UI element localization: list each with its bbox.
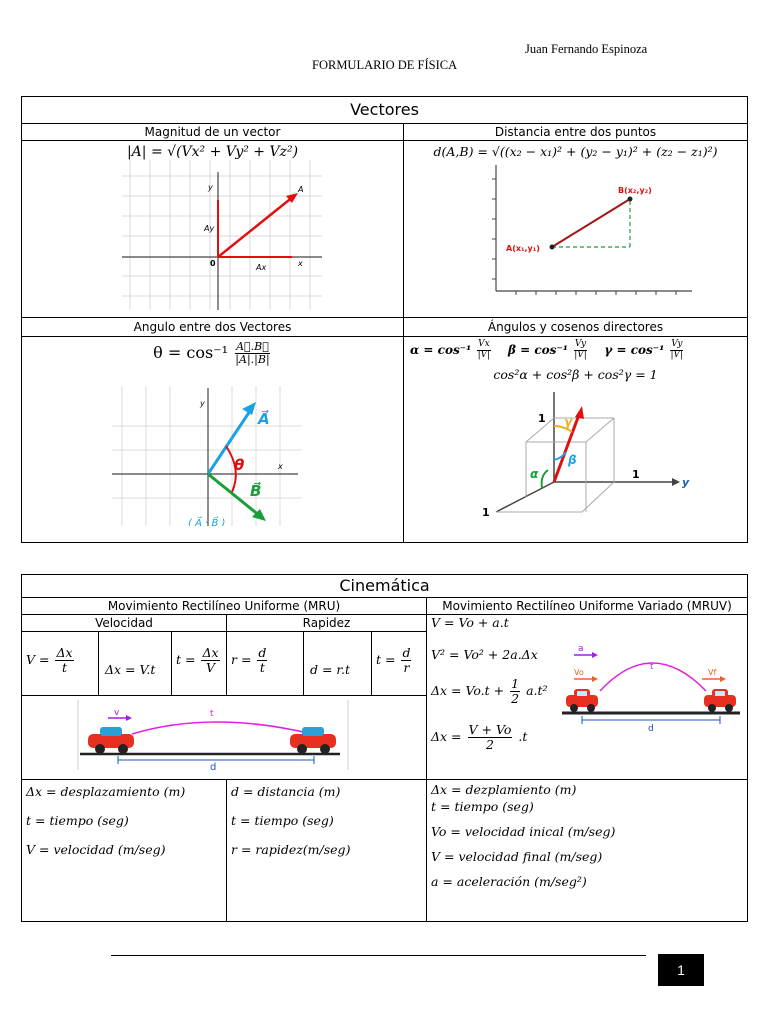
vector-a bbox=[218, 196, 294, 257]
gamma-num: Vy bbox=[671, 339, 683, 349]
def-dezplamiento: Δx = dezplamiento (m) bbox=[431, 782, 577, 797]
mru-f4 bbox=[231, 646, 303, 675]
label-point-b: B(x₂,y₂) bbox=[618, 186, 652, 195]
author-name: Juan Fernando Espinoza bbox=[525, 42, 648, 56]
mruv-defs-list bbox=[427, 782, 747, 889]
mru-f6-cell bbox=[372, 632, 427, 696]
rapidez-heading: Rapidez bbox=[227, 615, 427, 632]
label-d: d bbox=[210, 762, 217, 773]
label-vf: Vf bbox=[708, 668, 717, 677]
magnitud-diagram bbox=[22, 160, 402, 310]
mru-heading: Movimiento Rectilíneo Uniforme (MRU) bbox=[22, 598, 427, 615]
beta-den: |V| bbox=[574, 349, 587, 360]
label-vector-b: B⃗ bbox=[250, 482, 262, 501]
mru-f3 bbox=[176, 646, 226, 675]
mruv-f4-num: V + Vo bbox=[468, 722, 512, 737]
label-y: y bbox=[208, 183, 213, 192]
mruv-f3 bbox=[431, 677, 548, 706]
label-y-one: 1 bbox=[632, 467, 640, 481]
y-axis-head bbox=[672, 478, 680, 486]
vectores-title: Vectores bbox=[22, 97, 748, 124]
mru-f3-fraction bbox=[201, 646, 219, 675]
angulo-lhs: θ = cos⁻¹ bbox=[153, 343, 229, 363]
mru-time-arc bbox=[132, 722, 312, 734]
car-end bbox=[704, 689, 736, 712]
document-title: FORMULARIO DE FÍSICA bbox=[312, 58, 458, 72]
label-y: y bbox=[200, 399, 205, 409]
mru-f1-num: Δx bbox=[56, 645, 73, 660]
def-velocidad-final: V = velocidad final (m/seg) bbox=[431, 849, 603, 864]
angulo-cell bbox=[22, 337, 404, 543]
mru-f4-den: t bbox=[259, 659, 265, 675]
mru-f4-fraction bbox=[257, 646, 267, 675]
def-desplazamiento: Δx = desplazamiento (m) bbox=[26, 784, 186, 799]
def-tiempo: t = tiempo (seg) bbox=[26, 813, 129, 828]
label-a: A bbox=[298, 185, 304, 194]
mruv-f4-fraction bbox=[468, 723, 513, 752]
label-vo: Vo bbox=[574, 668, 584, 677]
mru-diagram bbox=[22, 696, 426, 774]
label-t: t bbox=[210, 709, 214, 719]
magnitud-cell bbox=[22, 141, 404, 318]
angulo-heading: Angulo entre dos Vectores bbox=[22, 318, 404, 337]
mruv-f4-rhs: .t bbox=[518, 728, 528, 744]
label-x: x bbox=[298, 259, 303, 268]
footer-rule bbox=[111, 955, 646, 956]
cinematica-title: Cinemática bbox=[22, 575, 748, 598]
gamma-den: |V| bbox=[670, 349, 684, 360]
label-vector-a: A⃗ bbox=[258, 410, 270, 429]
mru-f4-num: d bbox=[258, 645, 267, 660]
mru-f6-num: d bbox=[402, 645, 411, 660]
magnitud-heading: Magnitud de un vector bbox=[22, 124, 404, 141]
mru-f1-den: t bbox=[61, 659, 68, 675]
mru-f6-fraction bbox=[401, 646, 411, 675]
mru-defs-list-1 bbox=[22, 784, 226, 857]
mru-f3-cell bbox=[172, 632, 227, 696]
x-axis bbox=[496, 482, 554, 512]
def-rapidez: r = rapidez(m/seg) bbox=[231, 842, 351, 857]
mruv-f3-lhs: Δx = Vo.t + bbox=[431, 682, 505, 698]
mru-defs-velocidad bbox=[22, 780, 227, 922]
vo-arrow-head bbox=[592, 676, 598, 682]
label-ax: Ax bbox=[256, 263, 267, 272]
angulo-diagram bbox=[22, 366, 402, 526]
mru-f5-cell bbox=[304, 632, 372, 696]
label-y-axis: y bbox=[682, 475, 690, 489]
mruv-f3-fraction bbox=[510, 677, 520, 706]
angulo-numerator: A⃗.B⃗ bbox=[236, 340, 269, 353]
mru-f3-lhs: t = bbox=[176, 651, 196, 667]
label-dot-product: ( A⃗ · B⃗ ) bbox=[188, 518, 226, 527]
mruv-f4 bbox=[431, 723, 527, 752]
mru-f1-fraction bbox=[55, 646, 73, 675]
beta-num: Vy bbox=[574, 339, 587, 349]
point-a bbox=[550, 245, 555, 250]
cosenos-cell bbox=[404, 337, 748, 543]
label-d: d bbox=[648, 724, 654, 734]
cosenos-identity: cos²α + cos²β + cos²γ = 1 bbox=[493, 366, 658, 382]
mru-f3-den: V bbox=[205, 659, 216, 675]
mru-f4-lhs: r = bbox=[231, 651, 252, 667]
mru-defs-list-2 bbox=[227, 784, 426, 857]
mru-f4-cell bbox=[227, 632, 304, 696]
mru-f1-cell bbox=[22, 632, 99, 696]
cosenos-heading: Ángulos y cosenos directores bbox=[404, 318, 748, 337]
mruv-f2: V² = Vo² + 2a.Δx bbox=[431, 647, 538, 662]
vectores-table bbox=[21, 96, 748, 543]
distancia-cell bbox=[404, 141, 748, 318]
label-x: x bbox=[278, 462, 283, 472]
mru-f5: d = r.t bbox=[310, 662, 351, 677]
label-z-one: 1 bbox=[538, 411, 546, 425]
angulo-denominator: |A|.|B| bbox=[235, 353, 270, 367]
mru-f6 bbox=[376, 646, 426, 675]
alpha-den: |V| bbox=[477, 349, 491, 360]
angulo-fraction bbox=[235, 341, 270, 366]
label-x-one: 1 bbox=[482, 505, 490, 519]
label-origin: 0 bbox=[210, 259, 216, 268]
cosenos-diagram bbox=[404, 382, 746, 522]
mru-f6-lhs: t = bbox=[376, 651, 396, 667]
page-number: 1 bbox=[658, 954, 704, 986]
alpha-num: Vx bbox=[478, 339, 490, 349]
beta-lhs: β = cos⁻¹ bbox=[507, 342, 569, 357]
mruv-diagram bbox=[560, 615, 746, 770]
cinematica-table bbox=[21, 574, 748, 922]
mru-diagram-cell bbox=[22, 696, 427, 780]
mruv-f1: V = Vo + a.t bbox=[431, 615, 509, 630]
vector-a-arrow bbox=[208, 408, 252, 474]
mruv-defs bbox=[427, 780, 748, 922]
mruv-formulas-cell bbox=[427, 615, 748, 780]
gamma-lhs: γ = cos⁻¹ bbox=[604, 342, 665, 357]
mruv-f3-num: 1 bbox=[511, 676, 520, 691]
point-b bbox=[628, 197, 633, 202]
def-aceleracion: a = aceleración (m/seg²) bbox=[431, 874, 587, 889]
mruv-f3-rhs: a.t² bbox=[526, 682, 548, 698]
mru-f1 bbox=[26, 646, 98, 675]
vector-v-head bbox=[575, 406, 584, 419]
mru-defs-rapidez bbox=[227, 780, 427, 922]
label-a: a bbox=[578, 644, 584, 654]
magnitud-formula: |A| = √(Vx² + Vy² + Vz²) bbox=[126, 144, 299, 160]
beta-fraction bbox=[574, 340, 587, 361]
vector-a-head bbox=[242, 402, 256, 415]
cosenos-formulas bbox=[410, 340, 747, 361]
label-v: v bbox=[114, 708, 120, 718]
distance-segment bbox=[552, 199, 630, 247]
mru-f2-cell bbox=[99, 632, 172, 696]
label-theta: θ bbox=[234, 456, 245, 475]
label-t: t bbox=[650, 662, 654, 672]
angulo-formula bbox=[22, 341, 403, 366]
accel-arrow-head bbox=[592, 652, 598, 658]
mru-f3-num: Δx bbox=[202, 645, 219, 660]
distancia-diagram bbox=[404, 159, 746, 309]
def-velocidad: V = velocidad (m/seg) bbox=[26, 842, 166, 857]
label-gamma: γ bbox=[564, 414, 573, 429]
distancia-formula: d(A,B) = √((x₂ − x₁)² + (y₂ − y₁)² + (z₂ − z₁)²) bbox=[433, 144, 718, 159]
car-start bbox=[88, 727, 134, 754]
label-point-a: A(x₁,y₁) bbox=[506, 244, 540, 253]
label-alpha: α bbox=[530, 466, 539, 481]
def-tiempo-3: t = tiempo (seg) bbox=[431, 799, 534, 814]
mruv-heading: Movimiento Rectilíneo Uniforme Variado (MRUV) bbox=[427, 598, 748, 615]
gamma-fraction bbox=[670, 340, 683, 361]
def-tiempo-2: t = tiempo (seg) bbox=[231, 813, 334, 828]
label-ay: Ay bbox=[204, 224, 215, 233]
mruv-f3-den: 2 bbox=[511, 690, 520, 706]
velocidad-heading: Velocidad bbox=[22, 615, 227, 632]
mruv-f4-lhs: Δx = bbox=[431, 728, 462, 744]
distancia-heading: Distancia entre dos puntos bbox=[404, 124, 748, 141]
alpha-lhs: α = cos⁻¹ bbox=[410, 342, 472, 357]
mruv-f4-den: 2 bbox=[485, 736, 494, 752]
velocity-arrow-head bbox=[126, 715, 132, 721]
alpha-fraction bbox=[477, 340, 491, 361]
vf-arrow-head bbox=[720, 676, 726, 682]
def-distancia: d = distancia (m) bbox=[231, 784, 341, 799]
def-velocidad-inicial: Vo = velocidad inical (m/seg) bbox=[431, 824, 616, 839]
mru-f1-lhs: V = bbox=[26, 651, 50, 667]
mru-f6-den: r bbox=[403, 659, 410, 675]
car-start bbox=[566, 689, 598, 712]
label-beta: β bbox=[568, 452, 577, 467]
mru-f2: Δx = V.t bbox=[105, 662, 156, 677]
